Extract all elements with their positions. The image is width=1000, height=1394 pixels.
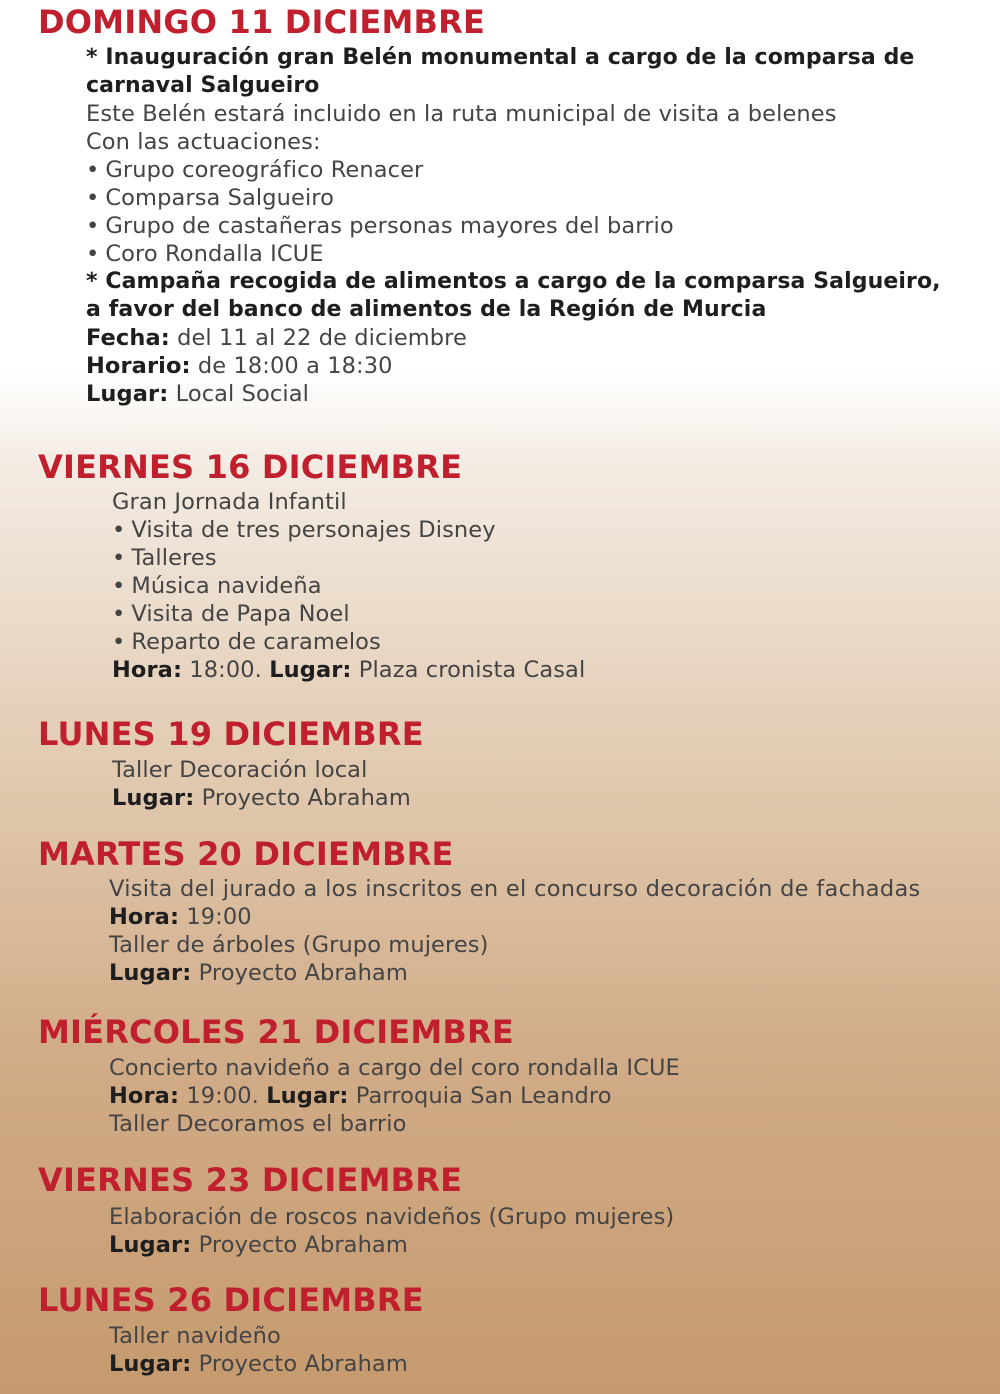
day-section-martes-20 [109, 875, 921, 987]
date-line [86, 324, 941, 352]
list-item [112, 628, 585, 656]
time-label: Hora: [109, 904, 180, 930]
bullet-icon: • [112, 517, 126, 543]
day-section-lunes-26 [109, 1322, 408, 1378]
list-item-text: Talleres [131, 545, 217, 571]
list-intro: Con las actuaciones: [86, 129, 321, 155]
location-value: Proyecto Abraham [191, 960, 408, 986]
bullet-icon: • [86, 157, 100, 183]
event-title: Gran Jornada Infantil [112, 489, 347, 515]
bullet-icon: • [112, 545, 126, 571]
location-line [112, 784, 411, 812]
date-value: del 11 al 22 de diciembre [169, 325, 467, 351]
day-section-domingo-11 [86, 44, 941, 408]
time-value: 19:00. [179, 1083, 267, 1109]
bullet-icon: • [86, 241, 100, 267]
event-title: Taller Decoración local [112, 757, 368, 783]
list-item [86, 184, 941, 212]
list-item-text: Visita de Papa Noel [131, 601, 350, 627]
location-value: Proyecto Abraham [191, 1351, 408, 1377]
location-line [109, 1350, 408, 1378]
location-line [109, 959, 921, 987]
day-section-viernes-23 [109, 1203, 674, 1259]
event-title: Elaboración de roscos navideños (Grupo mujeres) [109, 1204, 675, 1230]
location-label: Lugar: [86, 381, 169, 407]
location-value: Parroquia San Leandro [348, 1083, 612, 1109]
list-item-text: Música navideña [131, 573, 322, 599]
list-item [112, 572, 585, 600]
location-value: Proyecto Abraham [194, 785, 411, 811]
day-section-viernes-16 [112, 488, 585, 684]
location-value: Proyecto Abraham [191, 1232, 408, 1258]
time-line [109, 903, 921, 931]
location-label: Lugar: [266, 1083, 349, 1109]
bullet-icon: • [112, 573, 126, 599]
list-item [112, 516, 585, 544]
list-item [86, 240, 941, 268]
list-item-text: Visita de tres personajes Disney [131, 517, 496, 543]
list-item-text: Grupo de castañeras personas mayores del barrio [105, 213, 674, 239]
location-label: Lugar: [112, 785, 195, 811]
location-label: Lugar: [109, 960, 192, 986]
list-item-text: Grupo coreográfico Renacer [105, 157, 424, 183]
list-item [112, 544, 585, 572]
location-label: Lugar: [109, 1232, 192, 1258]
day-heading-viernes-23: VIERNES 23 DICIEMBRE [38, 1161, 463, 1199]
event-note: Este Belén estará incluido en la ruta municipal de visita a belenes [86, 101, 837, 127]
bullet-icon: • [112, 601, 126, 627]
event-title-continued: a favor del banco de alimentos de la Región de Murcia [86, 297, 767, 322]
day-heading-viernes-16: VIERNES 16 DICIEMBRE [38, 448, 463, 486]
day-heading-lunes-19: LUNES 19 DICIEMBRE [38, 715, 424, 753]
time-location-line [109, 1082, 680, 1110]
schedule-label: Horario: [86, 353, 191, 379]
event-title: Taller de árboles (Grupo mujeres) [109, 932, 489, 958]
day-section-miercoles-21 [109, 1054, 680, 1138]
time-value: 18:00. [182, 657, 270, 683]
bullet-icon: • [112, 629, 126, 655]
day-heading-domingo-11: DOMINGO 11 DICIEMBRE [38, 3, 486, 41]
event-title: Concierto navideño a cargo del coro rondalla ICUE [109, 1055, 680, 1081]
location-line [109, 1231, 674, 1259]
list-item-text: Reparto de caramelos [131, 629, 381, 655]
schedule-line [86, 352, 941, 380]
day-heading-lunes-26: LUNES 26 DICIEMBRE [38, 1281, 424, 1319]
event-title: Taller navideño [109, 1323, 281, 1349]
location-label: Lugar: [109, 1351, 192, 1377]
bullet-icon: • [86, 213, 100, 239]
event-title: Visita del jurado a los inscritos en el concurso decoración de fachadas [109, 876, 921, 902]
event-title: * Inauguración gran Belén monumental a cargo de la comparsa de [86, 45, 915, 70]
day-section-lunes-19 [112, 756, 411, 812]
list-item-text: Comparsa Salgueiro [105, 185, 335, 211]
location-line [86, 380, 941, 408]
list-item [86, 212, 941, 240]
day-heading-miercoles-21: MIÉRCOLES 21 DICIEMBRE [38, 1013, 514, 1051]
time-location-line [112, 656, 585, 684]
time-value: 19:00 [179, 904, 252, 930]
list-item [86, 156, 941, 184]
day-heading-martes-20: MARTES 20 DICIEMBRE [38, 835, 454, 873]
location-label: Lugar: [269, 657, 352, 683]
event-title: Taller Decoramos el barrio [109, 1111, 407, 1137]
location-value: Local Social [168, 381, 309, 407]
schedule-value: de 18:00 a 18:30 [190, 353, 393, 379]
date-label: Fecha: [86, 325, 170, 351]
bullet-icon: • [86, 185, 100, 211]
event-title: * Campaña recogida de alimentos a cargo de la comparsa Salgueiro, [86, 269, 941, 294]
time-label: Hora: [109, 1083, 180, 1109]
event-title-continued: carnaval Salgueiro [86, 73, 320, 98]
list-item-text: Coro Rondalla ICUE [105, 241, 324, 267]
time-label: Hora: [112, 657, 183, 683]
list-item [112, 600, 585, 628]
location-value: Plaza cronista Casal [351, 657, 586, 683]
